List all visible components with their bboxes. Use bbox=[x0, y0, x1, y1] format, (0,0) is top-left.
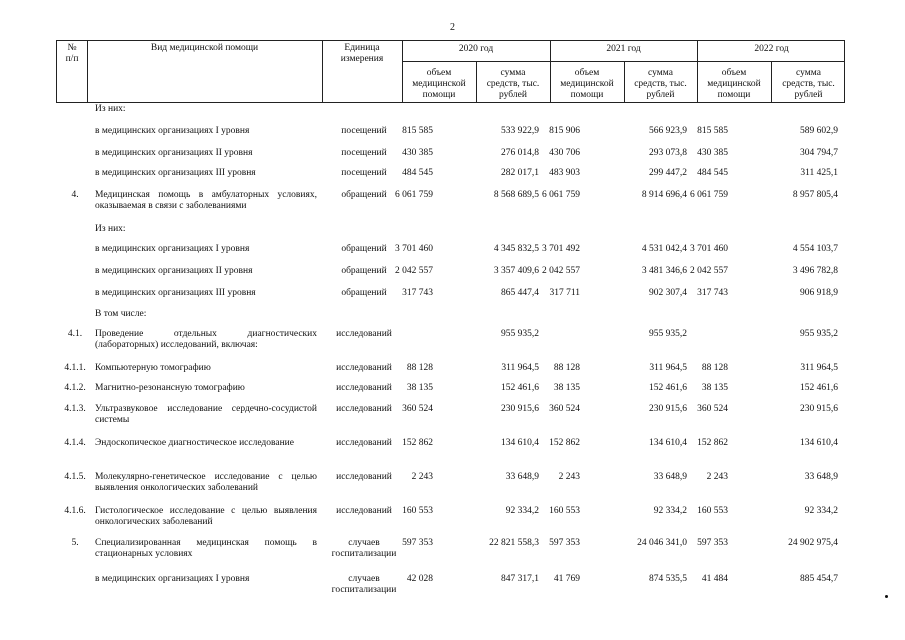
row-value-s1: 282 017,1 bbox=[501, 168, 539, 178]
row-value-s2: 955 935,2 bbox=[649, 329, 687, 339]
header-volume-2022: объем медицинской помощи bbox=[707, 68, 761, 100]
row-number: 4.1.4. bbox=[64, 438, 86, 448]
header-sum-2022: сумма средств, тыс. рублей bbox=[782, 68, 835, 100]
header-volume-2020: объем медицинской помощи bbox=[412, 68, 466, 100]
row-value-v1: 815 585 bbox=[402, 126, 433, 136]
row-number: 4.1. bbox=[67, 329, 83, 339]
row-value-v1: 152 862 bbox=[402, 438, 433, 448]
row-value-v1: 484 545 bbox=[402, 168, 433, 178]
row-value-s2: 874 535,5 bbox=[649, 574, 687, 584]
row-value-s3: 955 935,2 bbox=[800, 329, 838, 339]
row-value-s3: 4 554 103,7 bbox=[792, 244, 838, 254]
page-number: 2 bbox=[450, 22, 455, 33]
row-unit: посещений bbox=[341, 148, 387, 158]
row-unit: исследований bbox=[336, 472, 392, 482]
row-value-s2: 230 915,6 bbox=[649, 404, 687, 414]
row-subheading: Из них: bbox=[95, 104, 126, 114]
row-value-s1: 847 317,1 bbox=[501, 574, 539, 584]
row-value-s2: 24 046 341,0 bbox=[637, 538, 687, 548]
row-unit: посещений bbox=[341, 168, 387, 178]
row-value-v1: 88 128 bbox=[406, 363, 433, 373]
row-value-s2: 902 307,4 bbox=[649, 288, 687, 298]
row-value-s2: 4 531 042,4 bbox=[641, 244, 687, 254]
row-value-v2: 317 711 bbox=[549, 288, 580, 298]
row-value-s2: 3 481 346,6 bbox=[641, 266, 687, 276]
row-unit: исследований bbox=[336, 383, 392, 393]
row-unit: исследований bbox=[336, 438, 392, 448]
row-value-s1: 92 334,2 bbox=[505, 506, 539, 516]
row-value-v2: 41 769 bbox=[553, 574, 580, 584]
row-value-s2: 311 964,5 bbox=[649, 363, 687, 373]
row-value-v2: 2 243 bbox=[558, 472, 580, 482]
row-value-s3: 311 964,5 bbox=[800, 363, 838, 373]
row-value-s1: 276 014,8 bbox=[501, 148, 539, 158]
row-value-v3: 597 353 bbox=[697, 538, 728, 548]
row-care-type: в медицинских организациях III уровня bbox=[95, 288, 256, 298]
row-value-v3: 484 545 bbox=[697, 168, 728, 178]
row-value-s1: 955 935,2 bbox=[501, 329, 539, 339]
row-value-s1: 33 648,9 bbox=[505, 472, 539, 482]
row-value-s1: 22 821 558,3 bbox=[489, 538, 539, 548]
row-value-v1: 430 385 bbox=[402, 148, 433, 158]
header-volume-2021: объем медицинской помощи bbox=[560, 68, 614, 100]
row-unit: обращений bbox=[341, 244, 387, 254]
row-value-s1: 3 357 409,6 bbox=[493, 266, 539, 276]
scan-speck bbox=[885, 595, 888, 598]
row-value-v1: 160 553 bbox=[402, 506, 433, 516]
row-unit: обращений bbox=[341, 288, 387, 298]
header-year-2020: 2020 год bbox=[458, 44, 494, 54]
row-value-s3: 33 648,9 bbox=[804, 472, 838, 482]
row-unit: исследований bbox=[336, 404, 392, 414]
header-care-type: Вид медицинской помощи bbox=[150, 43, 259, 53]
row-value-v3: 360 524 bbox=[697, 404, 728, 414]
row-value-v1: 38 135 bbox=[406, 383, 433, 393]
row-value-v3: 2 042 557 bbox=[690, 266, 728, 276]
header-sum-2020: сумма средств, тыс. рублей bbox=[486, 68, 540, 100]
header-year-2022: 2022 год bbox=[754, 44, 789, 54]
row-value-v2: 3 701 492 bbox=[542, 244, 580, 254]
row-unit: случаев госпитализации bbox=[331, 538, 397, 559]
row-care-type: в медицинских организациях I уровня bbox=[95, 126, 250, 136]
row-value-s3: 304 794,7 bbox=[800, 148, 838, 158]
row-care-type: Специализированная медицинская помощь в стационарных условиях bbox=[95, 538, 317, 559]
row-value-s3: 885 454,7 bbox=[800, 574, 838, 584]
row-value-s2: 8 914 696,4 bbox=[641, 190, 687, 200]
row-value-s3: 906 918,9 bbox=[800, 288, 838, 298]
row-unit: посещений bbox=[341, 126, 387, 136]
row-value-s2: 299 447,2 bbox=[649, 168, 687, 178]
row-value-s3: 589 602,9 bbox=[800, 126, 838, 136]
row-care-type: Медицинская помощь в амбулаторных условиях, оказываемая в связи с заболеваниями bbox=[95, 190, 317, 211]
row-value-s2: 566 923,9 bbox=[649, 126, 687, 136]
row-value-v3: 317 743 bbox=[697, 288, 728, 298]
row-number: 5. bbox=[71, 538, 79, 548]
row-value-v3: 6 061 759 bbox=[690, 190, 728, 200]
row-value-v2: 160 553 bbox=[549, 506, 580, 516]
row-value-s1: 8 568 689,5 bbox=[493, 190, 539, 200]
row-value-s3: 3 496 782,8 bbox=[792, 266, 838, 276]
row-unit: обращений bbox=[341, 190, 387, 200]
row-value-v3: 815 585 bbox=[697, 126, 728, 136]
row-number: 4.1.6. bbox=[64, 506, 86, 516]
header-unit: Единица измерения bbox=[340, 43, 384, 64]
row-value-s2: 293 073,8 bbox=[649, 148, 687, 158]
row-value-s2: 92 334,2 bbox=[653, 506, 687, 516]
row-subheading: В том числе: bbox=[95, 309, 147, 319]
row-number: 4.1.2. bbox=[64, 383, 86, 393]
row-care-type: в медицинских организациях II уровня bbox=[95, 148, 253, 158]
row-care-type: в медицинских организациях I уровня bbox=[95, 244, 250, 254]
row-care-type: Гистологическое исследование с целью выявления онкологических заболеваний bbox=[95, 506, 317, 527]
row-value-v2: 88 128 bbox=[553, 363, 580, 373]
row-unit: обращений bbox=[341, 266, 387, 276]
row-value-s3: 230 915,6 bbox=[800, 404, 838, 414]
row-value-v2: 597 353 bbox=[549, 538, 580, 548]
row-value-v2: 815 906 bbox=[549, 126, 580, 136]
row-value-s1: 134 610,4 bbox=[501, 438, 539, 448]
row-value-s3: 311 425,1 bbox=[800, 168, 838, 178]
row-care-type: Молекулярно-генетическое исследование с целью выявления онкологических заболеваний bbox=[95, 472, 317, 493]
row-value-v3: 88 128 bbox=[701, 363, 728, 373]
row-care-type: в медицинских организациях III уровня bbox=[95, 168, 256, 178]
row-care-type: Ультразвуковое исследование сердечно-сосудистой системы bbox=[95, 404, 317, 425]
row-number: 4.1.1. bbox=[64, 363, 86, 373]
row-value-v2: 2 042 557 bbox=[542, 266, 580, 276]
row-value-s3: 152 461,6 bbox=[800, 383, 838, 393]
row-value-s1: 4 345 832,5 bbox=[493, 244, 539, 254]
row-value-v2: 152 862 bbox=[549, 438, 580, 448]
row-unit: исследований bbox=[336, 329, 392, 339]
row-value-s2: 33 648,9 bbox=[653, 472, 687, 482]
row-number: 4. bbox=[71, 190, 79, 200]
row-care-type: в медицинских организациях I уровня bbox=[95, 574, 250, 584]
row-value-v3: 430 385 bbox=[697, 148, 728, 158]
row-value-v1: 597 353 bbox=[402, 538, 433, 548]
row-value-v1: 2 243 bbox=[411, 472, 433, 482]
row-unit: исследований bbox=[336, 506, 392, 516]
row-value-v2: 38 135 bbox=[553, 383, 580, 393]
row-value-v1: 6 061 759 bbox=[395, 190, 433, 200]
row-value-s3: 8 957 805,4 bbox=[792, 190, 838, 200]
row-value-v3: 38 135 bbox=[701, 383, 728, 393]
row-care-type: Магнитно-резонансную томографию bbox=[95, 383, 245, 393]
table-header bbox=[56, 40, 845, 103]
header-sum-2021: сумма средств, тыс. рублей bbox=[634, 68, 687, 100]
row-value-v1: 2 042 557 bbox=[395, 266, 433, 276]
row-value-v2: 483 903 bbox=[549, 168, 580, 178]
row-value-s1: 152 461,6 bbox=[501, 383, 539, 393]
row-care-type: Эндоскопическое диагностическое исследование bbox=[95, 438, 294, 448]
row-subheading: Из них: bbox=[95, 224, 126, 234]
row-value-s1: 230 915,6 bbox=[501, 404, 539, 414]
row-care-type: Компьютерную томографию bbox=[95, 363, 211, 373]
row-unit: случаев госпитализации bbox=[331, 574, 397, 595]
row-care-type: в медицинских организациях II уровня bbox=[95, 266, 253, 276]
row-value-v2: 6 061 759 bbox=[542, 190, 580, 200]
row-value-s3: 92 334,2 bbox=[804, 506, 838, 516]
row-number: 4.1.5. bbox=[64, 472, 86, 482]
row-value-v3: 152 862 bbox=[697, 438, 728, 448]
row-value-v1: 317 743 bbox=[402, 288, 433, 298]
row-unit: исследований bbox=[336, 363, 392, 373]
row-value-v1: 42 028 bbox=[406, 574, 433, 584]
row-number: 4.1.3. bbox=[64, 404, 86, 414]
header-year-2021: 2021 год bbox=[606, 44, 641, 54]
row-value-s1: 533 922,9 bbox=[501, 126, 539, 136]
row-value-v3: 3 701 460 bbox=[690, 244, 728, 254]
row-value-v1: 360 524 bbox=[402, 404, 433, 414]
row-value-s1: 865 447,4 bbox=[501, 288, 539, 298]
header-number: № п/п bbox=[65, 43, 79, 64]
row-value-v3: 41 484 bbox=[701, 574, 728, 584]
row-value-v2: 360 524 bbox=[549, 404, 580, 414]
row-value-v1: 3 701 460 bbox=[395, 244, 433, 254]
row-value-s3: 24 902 975,4 bbox=[788, 538, 838, 548]
row-value-s3: 134 610,4 bbox=[800, 438, 838, 448]
row-value-s2: 134 610,4 bbox=[649, 438, 687, 448]
row-value-v3: 160 553 bbox=[697, 506, 728, 516]
row-value-v3: 2 243 bbox=[706, 472, 728, 482]
row-value-s1: 311 964,5 bbox=[501, 363, 539, 373]
row-value-s2: 152 461,6 bbox=[649, 383, 687, 393]
row-care-type: Проведение отдельных диагностических (лабораторных) исследований, включая: bbox=[95, 329, 317, 350]
row-value-v2: 430 706 bbox=[549, 148, 580, 158]
